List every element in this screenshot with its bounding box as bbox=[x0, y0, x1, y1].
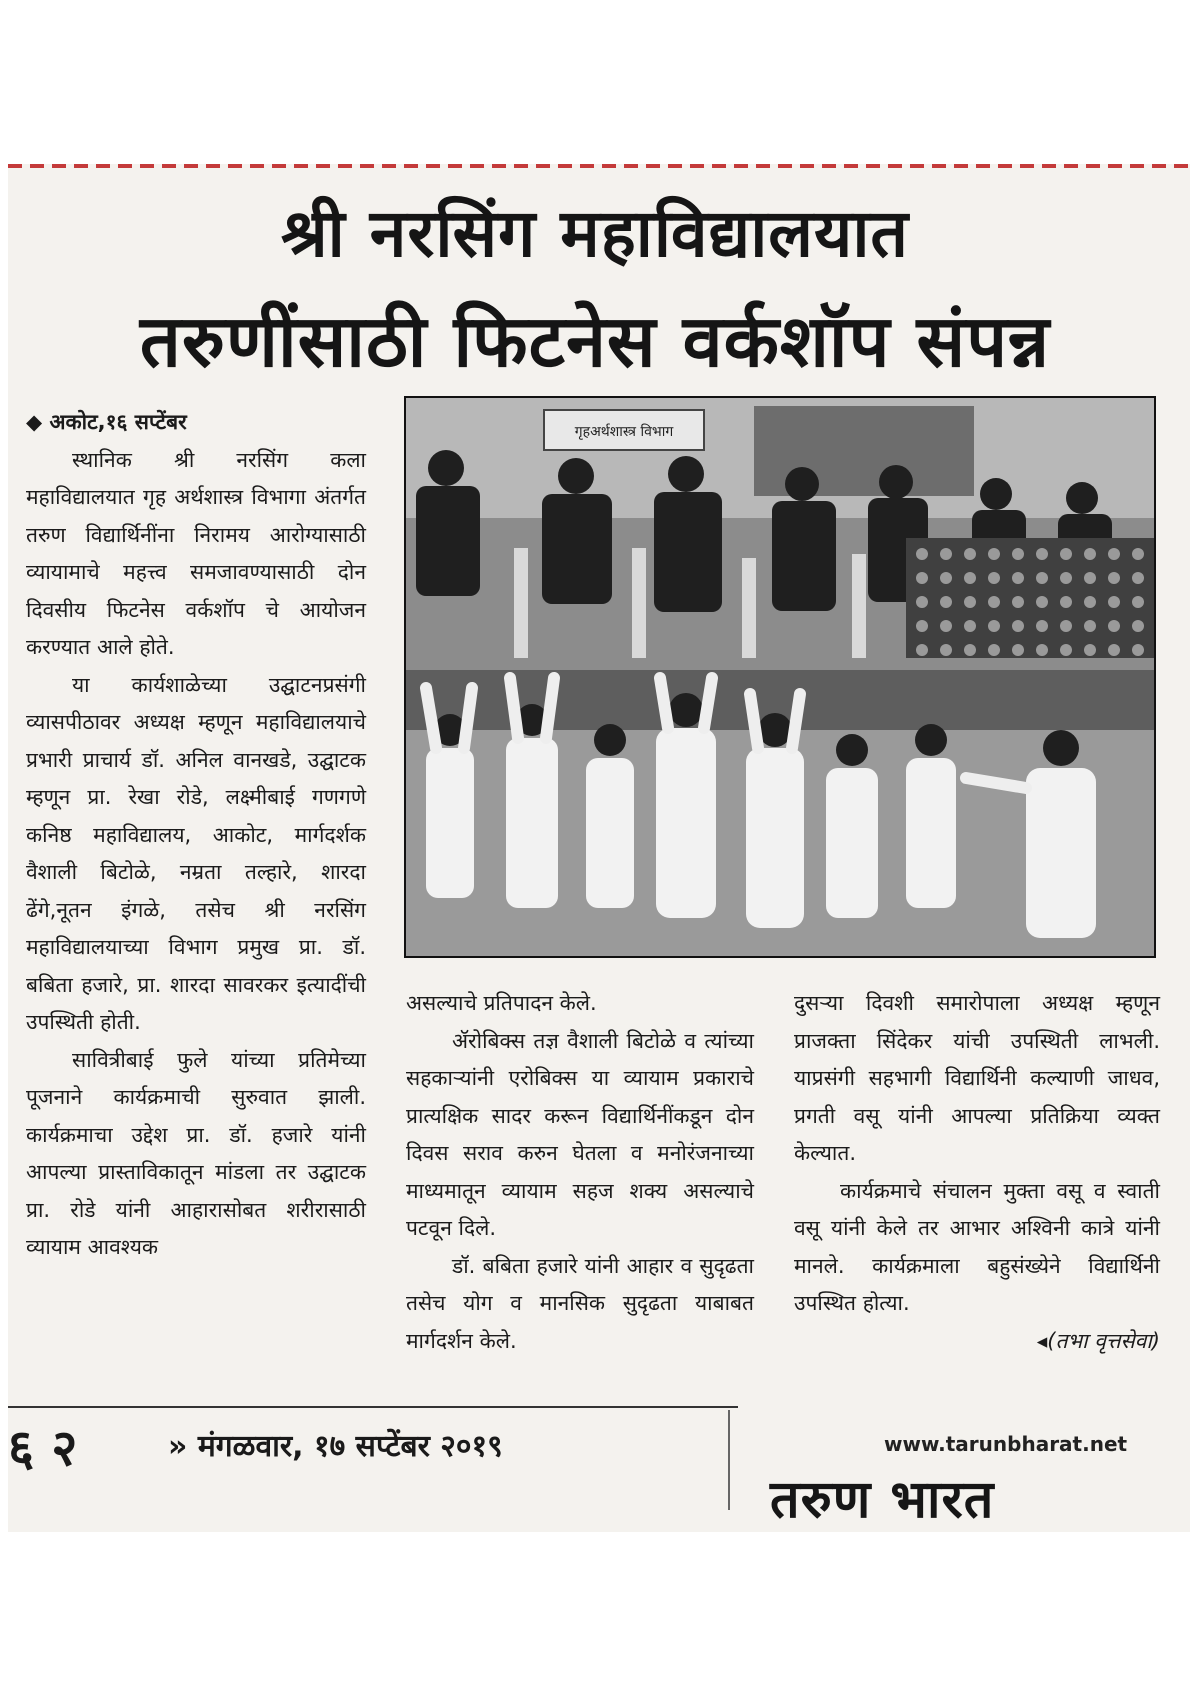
top-dashed-rule bbox=[8, 164, 1190, 168]
photo-image bbox=[406, 398, 1154, 956]
news-credit: ◂(तभा वृत्तसेवा) bbox=[1036, 1328, 1160, 1353]
event-photo bbox=[404, 396, 1156, 958]
article-column-1 bbox=[26, 404, 366, 1267]
paragraph: असल्याचे प्रतिपादन केले. bbox=[406, 991, 597, 1015]
issue-date: » मंगळवार, १७ सप्टेंबर २०१९ bbox=[168, 1429, 503, 1464]
photo-banner-text: गृहअर्थशास्त्र विभाग bbox=[574, 424, 674, 440]
website-url: www.tarunbharat.net bbox=[884, 1432, 1128, 1456]
paragraph: डॉ. बबिता हजारे यांनी आहार व सुदृढता तसेच योग व मानसिक सुदृढता याबाबत मार्गदर्शन केले. bbox=[406, 1253, 754, 1353]
paragraph: स्थानिक श्री नरसिंग कला महाविद्यालयात गृह अर्थशास्त्र विभागा अंतर्गत तरुण विद्यार्थिनींना निरामय आरोग्यासाठी व्यायामाचे महत्त्व समजावण्यासाठी दोन दिवसीय फिटनेस वर्कशॉप चे आयोजन करण्यात आले होते. bbox=[26, 447, 366, 659]
paragraph: ॲरोबिक्स तज्ञ वैशाली बिटोळे व त्यांच्या सहकाऱ्यांनी एरोबिक्स या व्यायाम प्रकाराचे प्रात्यक्षिक सादर करून विद्यार्थिनींकडून दोन दिवस सराव करुन घेतला व मनोरंजनाच्या माध्यमातून व्यायाम सहज शक्य असल्याचे पटवून दिले. bbox=[406, 1028, 754, 1240]
headline-line-2: तरुणींसाठी फिटनेस वर्कशॉप संपन्न bbox=[139, 299, 1051, 383]
footer-rule bbox=[8, 1406, 738, 1408]
paragraph: या कार्यशाळेच्या उद्घाटनप्रसंगी व्यासपीठावर अध्यक्ष म्हणून महाविद्यालयाचे प्रभारी प्राचार्य डॉ. अनिल वानखडे, उद्घाटक म्हणून प्रा. रेखा रोडे, लक्ष्मीबाई गणगणे कनिष्ठ महाविद्यालय, आकोट, मार्गदर्शक वैशाली बिटोळे, नम्रता तल्हारे, शारदा ढेंगे,नूतन इंगळे, तसेच श्री नरसिंग महाविद्यालयाच्या विभाग प्रमुख प्रा. डॉ. बबिता हजारे, प्रा. शारदा सावरकर इत्यादींची उपस्थिती होती. bbox=[26, 672, 366, 1034]
masthead-divider bbox=[728, 1410, 730, 1510]
article-column-2 bbox=[406, 985, 754, 1360]
headline-line-1: श्री नरसिंग महाविद्यालयात bbox=[280, 195, 910, 272]
paragraph: सावित्रीबाई फुले यांच्या प्रतिमेच्या पूजनाने कार्यक्रमाची सुरुवात झाली. कार्यक्रमाचा उद्देश प्रा. डॉ. हजारे यांनी आपल्या प्रास्ताविकातून मांडला तर उद्घाटक प्रा. रोडे यांनी आहारासोबत शरीरासाठी व्यायाम आवश्यक bbox=[26, 1047, 366, 1259]
page-number: ६ २ bbox=[8, 1419, 78, 1477]
article-column-3 bbox=[794, 985, 1160, 1360]
newspaper-masthead: तरुण भारत bbox=[770, 1470, 995, 1530]
paragraph: दुसऱ्या दिवशी समारोपाला अध्यक्ष म्हणून प्राजक्ता सिंदेकर यांची उपस्थिती लाभली. याप्रसंगी सहभागी विद्यार्थिनी कल्याणी जाधव, प्रगती वसू यांनी आपल्या प्रतिक्रिया व्यक्त केल्यात. bbox=[794, 991, 1160, 1165]
paragraph: कार्यक्रमाचे संचालन मुक्ता वसू व स्वाती वसू यांनी केले तर आभार अश्विनी कात्रे यांनी मानले. कार्यक्रमाला बहुसंख्येने विद्यार्थिनी उपस्थित होत्या. bbox=[794, 1178, 1160, 1315]
dateline: ◆ अकोट,१६ सप्टेंबर bbox=[26, 410, 187, 434]
